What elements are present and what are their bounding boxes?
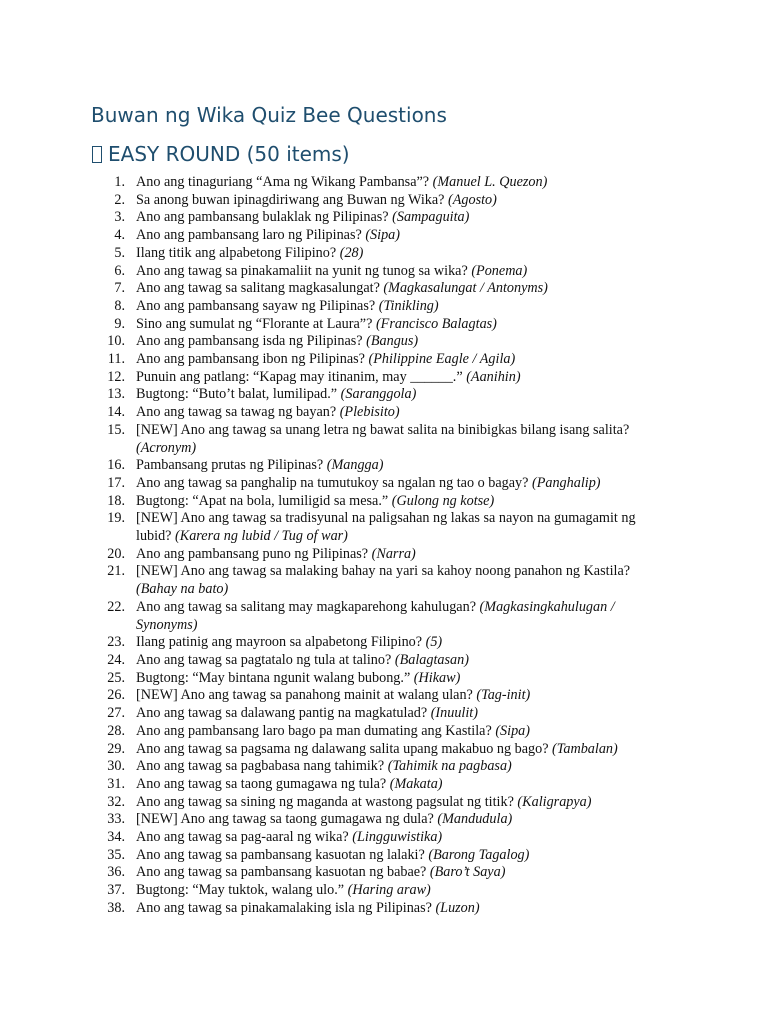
question-number: 22. (107, 598, 125, 615)
section-heading: EASY ROUND (50 items) (108, 142, 350, 166)
question-text: Ano ang pambansang isda ng Pilipinas? (136, 333, 363, 350)
question-answer: (Tahimik na pagbasa) (387, 758, 512, 775)
question-answer: (Mangga) (326, 457, 384, 474)
question-text: Ano ang tinaguriang “Ama ng Wikang Pambansa”? (136, 174, 430, 190)
question-text: Ano ang tawag sa pinakamalaking isla ng Pilipinas? (136, 899, 432, 916)
question-body (125, 369, 670, 387)
question-number: 6. (114, 262, 125, 279)
question-body (125, 634, 670, 652)
question-number: 7. (114, 280, 125, 297)
question-text: [NEW] Ano ang tawag sa panahong mainit at walang ulan? (136, 687, 473, 704)
question-text: Ano ang tawag sa dalawang pantig na magkatulad? (136, 705, 428, 722)
question-body (125, 209, 670, 227)
question-number: 18. (107, 492, 125, 509)
question-number: 12. (107, 368, 125, 385)
question-body (125, 386, 670, 404)
question-text: Bugtong: “May bintana ngunit walang bubong.” (136, 669, 411, 686)
question-answer: (Tinikling) (378, 297, 439, 314)
question-answer: (Karera ng lubid / Tug of war) (175, 528, 348, 545)
question-body (125, 829, 670, 847)
question-answer: (Francisco Balagtas) (375, 315, 497, 332)
question-body (125, 404, 670, 422)
question-body (125, 546, 670, 564)
question-body (125, 493, 670, 511)
question-body (125, 475, 670, 493)
question-body (125, 758, 670, 776)
question-item (0, 209, 768, 227)
question-answer: (Barong Tagalog) (428, 846, 530, 863)
question-answer: (Acronym) (136, 439, 197, 456)
question-text: Bugtong: “Apat na bola, lumiligid sa mesa.” (136, 492, 389, 509)
question-text: Ano ang tawag sa pagtatalo ng tula at talino? (136, 651, 392, 668)
question-item (0, 192, 768, 210)
question-text: Ano ang tawag sa pagbabasa nang tahimik? (136, 758, 385, 775)
question-item (0, 351, 768, 369)
question-item (0, 687, 768, 705)
question-answer: (Sipa) (495, 722, 531, 739)
question-item (0, 404, 768, 422)
question-body (125, 457, 670, 475)
question-body (125, 333, 670, 351)
question-answer: (Hikaw) (413, 669, 461, 686)
question-body (125, 776, 670, 794)
question-item (0, 634, 768, 652)
question-number: 16. (107, 457, 125, 474)
question-number: 32. (107, 793, 125, 810)
question-number: 23. (107, 634, 125, 651)
question-number: 24. (107, 651, 125, 668)
question-number: 26. (107, 687, 125, 704)
question-answer: (Makata) (389, 775, 443, 792)
question-text: Ano ang pambansang laro bago pa man dumating ang Kastila? (136, 722, 492, 739)
question-number: 19. (107, 510, 125, 527)
question-text: Ano ang tawag sa taong gumagawa ng tula? (136, 775, 387, 792)
question-item (0, 794, 768, 812)
question-item (0, 563, 768, 598)
question-list (0, 174, 768, 918)
question-number: 17. (107, 474, 125, 491)
question-text: Ano ang pambansang puno ng Pilipinas? (136, 545, 369, 562)
question-number: 25. (107, 669, 125, 686)
question-item (0, 723, 768, 741)
question-answer: (Tag-init) (476, 687, 531, 704)
question-number: 31. (107, 775, 125, 792)
question-item (0, 298, 768, 316)
question-answer: (Luzon) (435, 899, 480, 916)
question-text: [NEW] Ano ang tawag sa unang letra ng bawat salita na binibigkas bilang isang salita? (136, 421, 630, 438)
question-number: 13. (107, 386, 125, 403)
question-text: [NEW] Ano ang tawag sa malaking bahay na yari sa kahoy noong panahon ng Kastila? (136, 563, 631, 580)
question-number: 29. (107, 740, 125, 757)
question-number: 10. (107, 333, 125, 350)
question-text: Ano ang tawag sa pagsama ng dalawang salita upang makabuo ng bago? (136, 740, 549, 757)
question-item (0, 457, 768, 475)
question-answer: (Sipa) (365, 227, 401, 244)
question-body (125, 900, 670, 918)
question-body (125, 422, 670, 457)
question-text: [NEW] Ano ang tawag sa tradisyunal na paligsahan ng lakas sa nayon na gumagamit ng lubid? (136, 510, 636, 545)
question-text: [NEW] Ano ang tawag sa taong gumagawa ng dula? (136, 811, 434, 828)
question-body (125, 227, 670, 245)
question-answer: (Plebisito) (339, 404, 400, 421)
question-text: Ano ang tawag sa salitang may magkaparehong kahulugan? (136, 598, 476, 615)
question-answer: (Baro’t Saya) (429, 864, 506, 881)
question-body (125, 811, 670, 829)
question-text: Ano ang tawag sa panghalip na tumutukoy sa ngalan ng tao o bagay? (136, 474, 529, 491)
question-number: 9. (114, 315, 125, 332)
question-item (0, 864, 768, 882)
question-body (125, 563, 670, 598)
question-item (0, 882, 768, 900)
question-text: Ilang titik ang alpabetong Filipino? (136, 244, 337, 261)
question-item (0, 263, 768, 281)
question-body (125, 741, 670, 759)
question-answer: (Manuel L. Quezon) (432, 174, 548, 190)
question-item (0, 741, 768, 759)
question-number: 36. (107, 864, 125, 881)
question-body (125, 847, 670, 865)
question-text: Ano ang pambansang ibon ng Pilipinas? (136, 351, 365, 368)
question-body (125, 599, 670, 634)
question-answer: (Magkasingkahulugan / Synonyms) (136, 598, 615, 633)
question-text: Pambansang prutas ng Pilipinas? (136, 457, 324, 474)
question-body (125, 864, 670, 882)
question-number: 28. (107, 722, 125, 739)
question-body (125, 174, 670, 192)
question-number: 21. (107, 563, 125, 580)
question-body (125, 510, 670, 545)
question-answer: (Bangus) (366, 333, 419, 350)
question-body (125, 245, 670, 263)
question-body (125, 723, 670, 741)
question-number: 1. (114, 174, 125, 190)
question-text: Bugtong: “May tuktok, walang ulo.” (136, 882, 345, 899)
question-number: 11. (107, 351, 125, 368)
question-text: Ano ang pambansang bulaklak ng Pilipinas? (136, 209, 389, 226)
question-text: Ano ang tawag sa pinakamaliit na yunit ng tunog sa wika? (136, 262, 468, 279)
question-body (125, 794, 670, 812)
question-answer: (Agosto) (448, 191, 497, 208)
question-text: Ano ang tawag sa pambansang kasuotan ng babae? (136, 864, 427, 881)
question-item (0, 422, 768, 457)
question-body (125, 882, 670, 900)
question-answer: (28) (339, 244, 364, 261)
question-item (0, 475, 768, 493)
question-item (0, 493, 768, 511)
question-item (0, 510, 768, 545)
question-answer: (Aanihin) (466, 368, 521, 385)
question-body (125, 263, 670, 281)
question-number: 3. (114, 209, 125, 226)
question-item (0, 174, 768, 192)
question-item (0, 776, 768, 794)
question-body (125, 351, 670, 369)
question-text: Bugtong: “Buto’t balat, lumilipad.” (136, 386, 338, 403)
question-number: 33. (107, 811, 125, 828)
question-number: 37. (107, 882, 125, 899)
question-item (0, 599, 768, 634)
question-answer: (Philippine Eagle / Agila) (368, 351, 516, 368)
question-number: 5. (114, 244, 125, 261)
question-item (0, 227, 768, 245)
question-item (0, 369, 768, 387)
question-text: Ilang patinig ang mayroon sa alpabetong Filipino? (136, 634, 423, 651)
question-number: 4. (114, 227, 125, 244)
question-answer: (Sampaguita) (392, 209, 470, 226)
question-item (0, 546, 768, 564)
question-text: Ano ang tawag sa salitang magkasalungat? (136, 280, 380, 297)
question-item (0, 829, 768, 847)
question-body (125, 652, 670, 670)
question-item (0, 670, 768, 688)
question-item (0, 316, 768, 334)
question-answer: (Panghalip) (531, 474, 601, 491)
question-body (125, 298, 670, 316)
question-item (0, 847, 768, 865)
question-item (0, 245, 768, 263)
question-body (125, 316, 670, 334)
question-answer: (Mandudula) (437, 811, 513, 828)
question-number: 34. (107, 829, 125, 846)
question-item (0, 758, 768, 776)
question-item (0, 333, 768, 351)
question-item (0, 900, 768, 918)
question-answer: (5) (425, 634, 443, 651)
question-answer: (Tambalan) (552, 740, 618, 757)
question-body (125, 705, 670, 723)
question-answer: (Saranggola) (340, 386, 417, 403)
question-number: 14. (107, 404, 125, 421)
question-answer: (Ponema) (471, 262, 528, 279)
question-answer: (Haring araw) (347, 882, 431, 899)
question-body (125, 280, 670, 298)
question-text: Sa anong buwan ipinagdiriwang ang Buwan ng Wika? (136, 191, 445, 208)
section-heading-row (91, 140, 350, 168)
question-number: 8. (114, 297, 125, 314)
question-body (125, 670, 670, 688)
question-answer: (Inuulit) (430, 705, 478, 722)
question-number: 20. (107, 545, 125, 562)
question-answer: (Magkasalungat / Antonyms) (383, 280, 548, 297)
question-answer: (Kaligrapya) (517, 793, 592, 810)
question-text: Ano ang pambansang sayaw ng Pilipinas? (136, 297, 376, 314)
question-number: 30. (107, 758, 125, 775)
question-answer: (Balagtasan) (394, 651, 469, 668)
question-answer: (Bahay na bato) (136, 581, 229, 598)
question-number: 38. (107, 899, 125, 916)
question-answer: (Gulong ng kotse) (391, 492, 495, 509)
question-number: 15. (107, 421, 125, 438)
question-text: Ano ang tawag sa sining ng maganda at wastong pagsulat ng titik? (136, 793, 514, 810)
question-text: Punuin ang patlang: “Kapag may itinanim, may ______.” (136, 368, 463, 385)
question-text: Ano ang tawag sa tawag ng bayan? (136, 404, 337, 421)
question-answer: (Narra) (371, 545, 416, 562)
question-text: Ano ang tawag sa pambansang kasuotan ng lalaki? (136, 846, 425, 863)
question-item (0, 652, 768, 670)
question-item (0, 811, 768, 829)
question-text: Sino ang sumulat ng “Florante at Laura”? (136, 315, 373, 332)
document-title: Buwan ng Wika Quiz Bee Questions (91, 103, 447, 127)
unrendered-glyph-icon (92, 146, 102, 163)
question-body (125, 192, 670, 210)
question-body (125, 687, 670, 705)
question-number: 27. (107, 705, 125, 722)
question-number: 35. (107, 846, 125, 863)
question-text: Ano ang pambansang laro ng Pilipinas? (136, 227, 362, 244)
question-text: Ano ang tawag sa pag-aaral ng wika? (136, 829, 349, 846)
question-item (0, 386, 768, 404)
question-answer: (Lingguwistika) (352, 829, 443, 846)
question-item (0, 280, 768, 298)
question-number: 2. (114, 191, 125, 208)
question-item (0, 705, 768, 723)
